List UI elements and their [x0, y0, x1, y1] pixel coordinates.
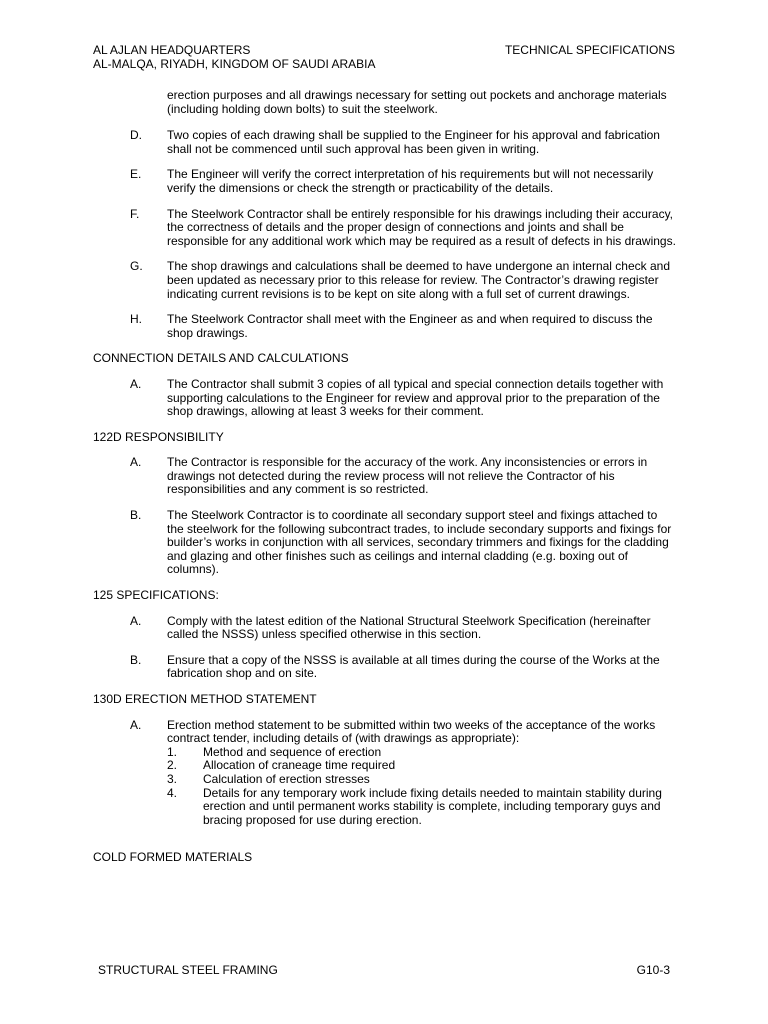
sub-item-text: Calculation of erection stresses — [203, 771, 370, 786]
sub-item-number: 1. — [167, 744, 178, 759]
section-heading-cold-formed: COLD FORMED MATERIALS — [93, 850, 253, 865]
item-text: The Steelwork Contractor shall be entirely responsible for his drawings including their accuracy, the correctness of details and the proper design of connections and joints and shall be responsible for any additional work which may be required as a result of defects in his drawings. — [167, 206, 676, 248]
list-item — [93, 260, 676, 301]
item-mark: F. — [130, 206, 140, 221]
section-heading-responsibility: 122D RESPONSIBILITY — [93, 429, 224, 444]
item-mark: A. — [130, 717, 142, 732]
sub-item-text: Method and sequence of erection — [203, 744, 382, 759]
document-body — [93, 89, 676, 877]
sub-list-item — [167, 746, 676, 760]
item-text: The Steelwork Contractor shall meet with the Engineer as and when required to discuss the shop drawings. — [167, 312, 653, 340]
list-item — [93, 168, 676, 195]
section-heading-specifications: 125 SPECIFICATIONS: — [93, 588, 219, 603]
item-text: Erection method statement to be submitted within two weeks of the acceptance of the works contract tender, including details of (with drawings as appropriate): — [167, 717, 656, 746]
section-heading-connection: CONNECTION DETAILS AND CALCULATIONS — [93, 351, 349, 366]
item-text: The Contractor is responsible for the accuracy of the work. Any inconsistencies or errors in drawings not detected during the review process will not relieve the Contractor of his responsibilities and any comment is so restricted. — [167, 455, 648, 497]
item-text: Comply with the latest edition of the National Structural Steelwork Specification (hereinafter called the NSSS) unless specified otherwise in this section. — [167, 613, 651, 642]
list-item — [93, 509, 676, 577]
header-location: AL-MALQA, RIYADH, KINGDOM OF SAUDI ARABIA — [93, 56, 376, 71]
sub-list-item — [167, 787, 676, 828]
continuation-paragraph: erection purposes and all drawings necessary for setting out pockets and anchorage materials (including holding down bolts) to suit the steelwork. — [167, 88, 667, 116]
item-mark: G. — [130, 259, 143, 274]
sub-item-text: Allocation of craneage time required — [203, 758, 396, 773]
erection-sublist — [167, 746, 676, 828]
item-text: The Engineer will verify the correct interpretation of his requirements but will not necessarily verify the dimensions or check the strength or practicability of the details. — [167, 167, 654, 195]
list-item — [93, 456, 676, 497]
item-text: Ensure that a copy of the NSSS is available at all times during the course of the Works at the fabrication shop and on site. — [167, 652, 660, 681]
item-text: Two copies of each drawing shall be supplied to the Engineer for his approval and fabrication shall not be commenced until such approval has been given in writing. — [167, 128, 660, 156]
list-item — [93, 378, 676, 419]
footer-page-ref: G10-3 — [636, 963, 670, 977]
item-mark: H. — [130, 312, 142, 327]
list-item — [93, 313, 676, 340]
drawings-list — [93, 129, 676, 340]
item-mark: B. — [130, 508, 142, 523]
header-project: AL AJLAN HEADQUARTERS — [93, 43, 251, 57]
item-text: The Contractor shall submit 3 copies of all typical and special connection details together with supporting calculations to the Engineer for review and approval prior to the preparation of the shop drawings, allowing at least 3 weeks for their comment. — [167, 376, 664, 419]
sub-list-item — [167, 773, 676, 787]
item-mark: B. — [130, 652, 142, 667]
sub-item-number: 3. — [167, 771, 178, 786]
sub-item-number: 2. — [167, 758, 178, 773]
sub-item-text: Details for any temporary work include fixing details needed to maintain stability during erection and until permanent works stability is complete, including temporary guys and bracing proposed for use during erection. — [203, 785, 662, 827]
sub-item-number: 4. — [167, 785, 178, 800]
list-item — [93, 719, 676, 828]
item-mark: E. — [130, 167, 142, 182]
item-mark: A. — [130, 613, 142, 628]
list-item — [93, 129, 676, 156]
sub-list-item — [167, 759, 676, 773]
header-doc-type: TECHNICAL SPECIFICATIONS — [504, 43, 675, 57]
list-item — [93, 615, 676, 642]
item-text: The shop drawings and calculations shall be deemed to have undergone an internal check and been updated as necessary prior to this release for review. The Contractor’s drawing register indicating current revisions is to be kept on site along with a full set of current drawings. — [167, 259, 671, 301]
item-mark: D. — [130, 128, 142, 143]
list-item — [93, 654, 676, 681]
header-left — [93, 44, 376, 71]
item-mark: A. — [130, 455, 142, 470]
item-text: The Steelwork Contractor is to coordinate all secondary support steel and fixings attached to the steelwork for the following subcontract trades, to include secondary supports and fixings for builder’s works in conjunction with all services, secondary trimmers and fixings for the cladding and glazing and other finishes such as ceilings and internal cladding (e.g. boxing out of columns). — [167, 508, 672, 577]
list-item — [93, 208, 676, 249]
footer-section-title: STRUCTURAL STEEL FRAMING — [98, 963, 278, 977]
item-mark: A. — [130, 376, 142, 391]
section-heading-erection: 130D ERECTION METHOD STATEMENT — [93, 692, 317, 706]
